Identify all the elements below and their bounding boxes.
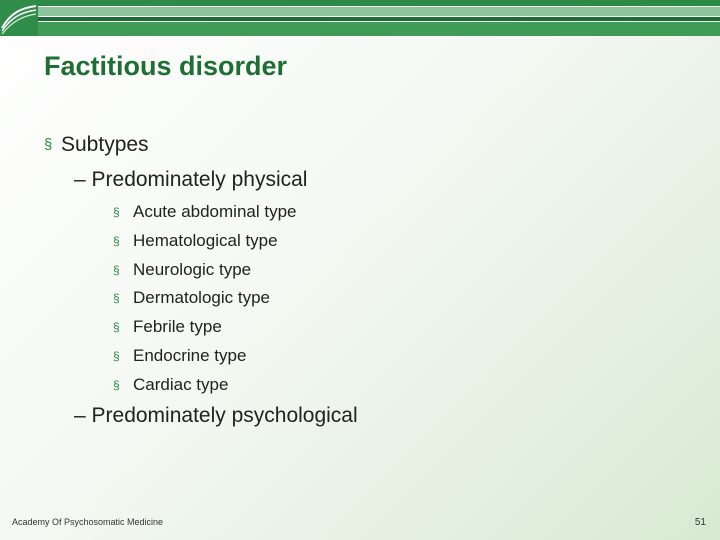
footer-text: Academy Of Psychosomatic Medicine: [12, 517, 164, 527]
psychological-subtype-prefix: –: [74, 404, 92, 427]
physical-subtype-label: Predominately physical: [91, 168, 308, 191]
header-band-1: [38, 0, 720, 6]
header-band-3: [38, 17, 720, 21]
list-item: [113, 256, 373, 285]
header-band-4: [38, 22, 720, 36]
list-item: [113, 342, 373, 371]
slide-title: Factitious disorder: [44, 51, 288, 81]
list-item: [113, 227, 373, 256]
header-band-2: [38, 7, 720, 16]
list-item-label: Hematological type: [133, 230, 278, 250]
psychological-subtype-label: Predominately psychological: [91, 404, 358, 427]
list-item: [113, 284, 373, 313]
physical-subtype-prefix: –: [74, 168, 92, 191]
level-1-bullet: §: [44, 136, 53, 153]
list-item-bullet: §: [113, 348, 120, 363]
list-item-bullet: §: [113, 291, 120, 306]
psychological-subtype-heading: [74, 403, 358, 429]
list-item-label: Acute abdominal type: [133, 202, 297, 221]
list-item-bullet: §: [113, 262, 120, 277]
list-item: [113, 313, 373, 342]
list-item-label: Neurologic type: [133, 259, 252, 279]
physical-subtype-list: [113, 198, 373, 400]
list-item-label: Cardiac type: [133, 374, 229, 394]
list-item-label: Endocrine type: [133, 345, 247, 365]
subtypes-heading: Subtypes: [61, 133, 149, 156]
green-logo-icon: [0, 0, 38, 36]
list-item: [113, 371, 373, 400]
list-item-label: Febrile type: [133, 317, 222, 337]
page-number: 51: [694, 517, 706, 528]
list-item-bullet: §: [113, 205, 120, 219]
list-item-bullet: §: [113, 320, 120, 335]
list-item-label: Dermatologic type: [133, 288, 271, 308]
physical-subtype-heading: [74, 167, 307, 193]
list-item-bullet: §: [113, 233, 120, 248]
list-item-bullet: §: [113, 377, 120, 392]
list-item: [113, 198, 373, 227]
